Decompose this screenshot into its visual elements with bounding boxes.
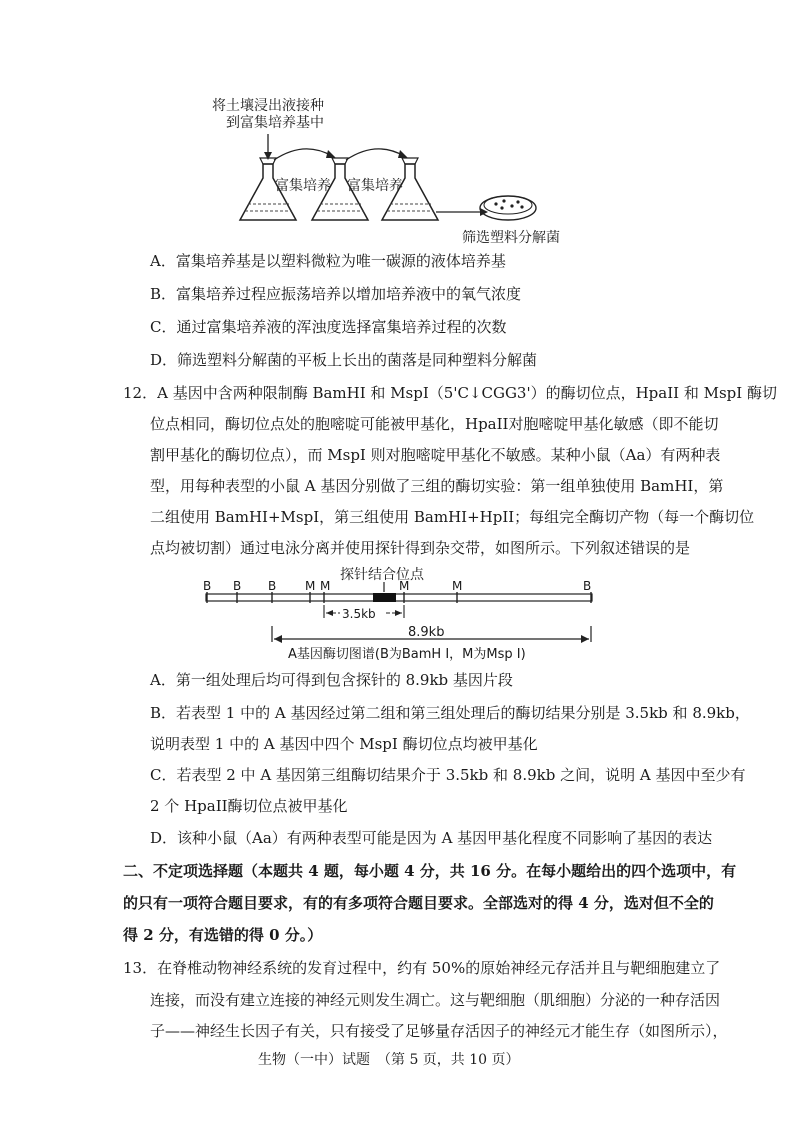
length-short-label: 3.5kb [342, 607, 376, 621]
probe-label: 探针结合位点 [340, 567, 424, 583]
site-label-m2: M [320, 579, 331, 593]
q12-stem-line-6: 点均被切割）通过电泳分离并使用探针得到杂交带，如图所示。下列叙述错误的是 [150, 539, 691, 557]
q13-line-3: 子——神经生长因子有关，只有接受了足够量存活因子的神经元才能生存（如图所示）， [150, 1022, 728, 1040]
q11-option-a: A．富集培养基是以塑料微粒为唯一碳源的液体培养基 [150, 252, 506, 270]
q12-stem-line-3: 割甲基化的酶切位点），而 MspI 则对胞嘧啶甲基化不敏感。某种小鼠（Aa）有两种表 [150, 446, 721, 464]
caption-top-1: 将土壤浸出液接种 [212, 98, 324, 114]
site-label-m3: M [399, 579, 410, 593]
q12-stem-line-2: 位点相同，酶切位点处的胞嘧啶可能被甲基化，HpaII对胞嘧啶甲基化敏感（即不能切 [150, 415, 719, 433]
q12-option-c-line-2: 2 个 HpaII酶切位点被甲基化 [150, 797, 348, 815]
section-2-heading-line-3: 得 2 分，有选错的得 0 分。） [123, 926, 323, 944]
step-label-2: 富集培养 [347, 178, 403, 194]
q11-option-b: B．富集培养过程应振荡培养以增加培养液中的氧气浓度 [150, 285, 522, 303]
petri-dish-icon [480, 196, 536, 220]
probe-site [373, 593, 396, 602]
q11-option-d: D．筛选塑料分解菌的平板上长出的菌落是同种塑料分解菌 [150, 351, 538, 369]
q12-option-c-line-1: C．若表型 2 中 A 基因第三组酶切结果介于 3.5kb 和 8.9kb 之间，说明 A 基因中至少有 [150, 766, 746, 784]
restriction-map-figure [200, 566, 600, 668]
q11-option-c: C．通过富集培养液的浑浊度选择富集培养过程的次数 [150, 318, 507, 336]
site-label-b2: B [233, 579, 242, 593]
q12-stem-line-4: 型，用每种表型的小鼠 A 基因分别做了三组的酶切实验：第一组单独使用 BamHI，第 [150, 477, 724, 495]
step-label-1: 富集培养 [275, 178, 331, 194]
dna-bar [206, 594, 592, 601]
restriction-map-caption: A基因酶切图谱(B为BamH Ⅰ，M为Msp I) [288, 647, 526, 662]
q12-option-d: D．该种小鼠（Aa）有两种表型可能是因为 A 基因甲基化程度不同影响了基因的表达 [150, 829, 713, 847]
enrichment-figure [200, 92, 580, 252]
site-label-b4: B [583, 579, 592, 593]
q12-stem-line-5: 二组使用 BamHI+MspI，第三组使用 BamHI+HpII；每组完全酶切产物（每一个酶切位 [150, 508, 755, 526]
q12-stem-line-1: 12．A 基因中含两种限制酶 BamHI 和 MspI（5'C↓CGG3'）的酶切位点，HpaII 和 MspI 酶切 [123, 384, 777, 402]
site-label-b3: B [268, 579, 277, 593]
q12-option-a: A．第一组处理后均可得到包含探针的 8.9kb 基因片段 [150, 671, 513, 689]
site-label-m4: M [452, 579, 463, 593]
restriction-map [200, 566, 600, 668]
site-label-m1: M [305, 579, 316, 593]
q12-option-b-line-1: B．若表型 1 中的 A 基因经过第二组和第三组处理后的酶切结果分别是 3.5kb 和 8.9kb， [150, 704, 750, 722]
site-label-b1: B [203, 579, 212, 593]
section-2-heading-line-1: 二、不定项选择题（本题共 4 题，每小题 4 分，共 16 分。在每小题给出的四个选项中，有 [123, 862, 737, 880]
q13-line-2: 连接，而没有建立连接的神经元则发生凋亡。这与靶细胞（肌细胞）分泌的一种存活因 [150, 991, 721, 1009]
q13-line-1: 13．在脊椎动物神经系统的发育过程中，约有 50%的原始神经元存活并且与靶细胞建立了 [123, 959, 721, 977]
q12-option-b-line-2: 说明表型 1 中的 A 基因中四个 MspI 酶切位点均被甲基化 [150, 735, 538, 753]
caption-top-2: 到富集培养基中 [226, 115, 324, 131]
section-2-heading-line-2: 的只有一项符合题目要求，有的有多项符合题目要求。全部选对的得 4 分，选对但不全的 [123, 894, 714, 912]
result-label: 筛选塑料分解菌 [462, 230, 560, 246]
page-footer: 生物（一中）试题 （第 5 页，共 10 页） [258, 1052, 520, 1068]
enrichment-diagram [200, 92, 580, 252]
length-long-label: 8.9kb [408, 625, 445, 640]
